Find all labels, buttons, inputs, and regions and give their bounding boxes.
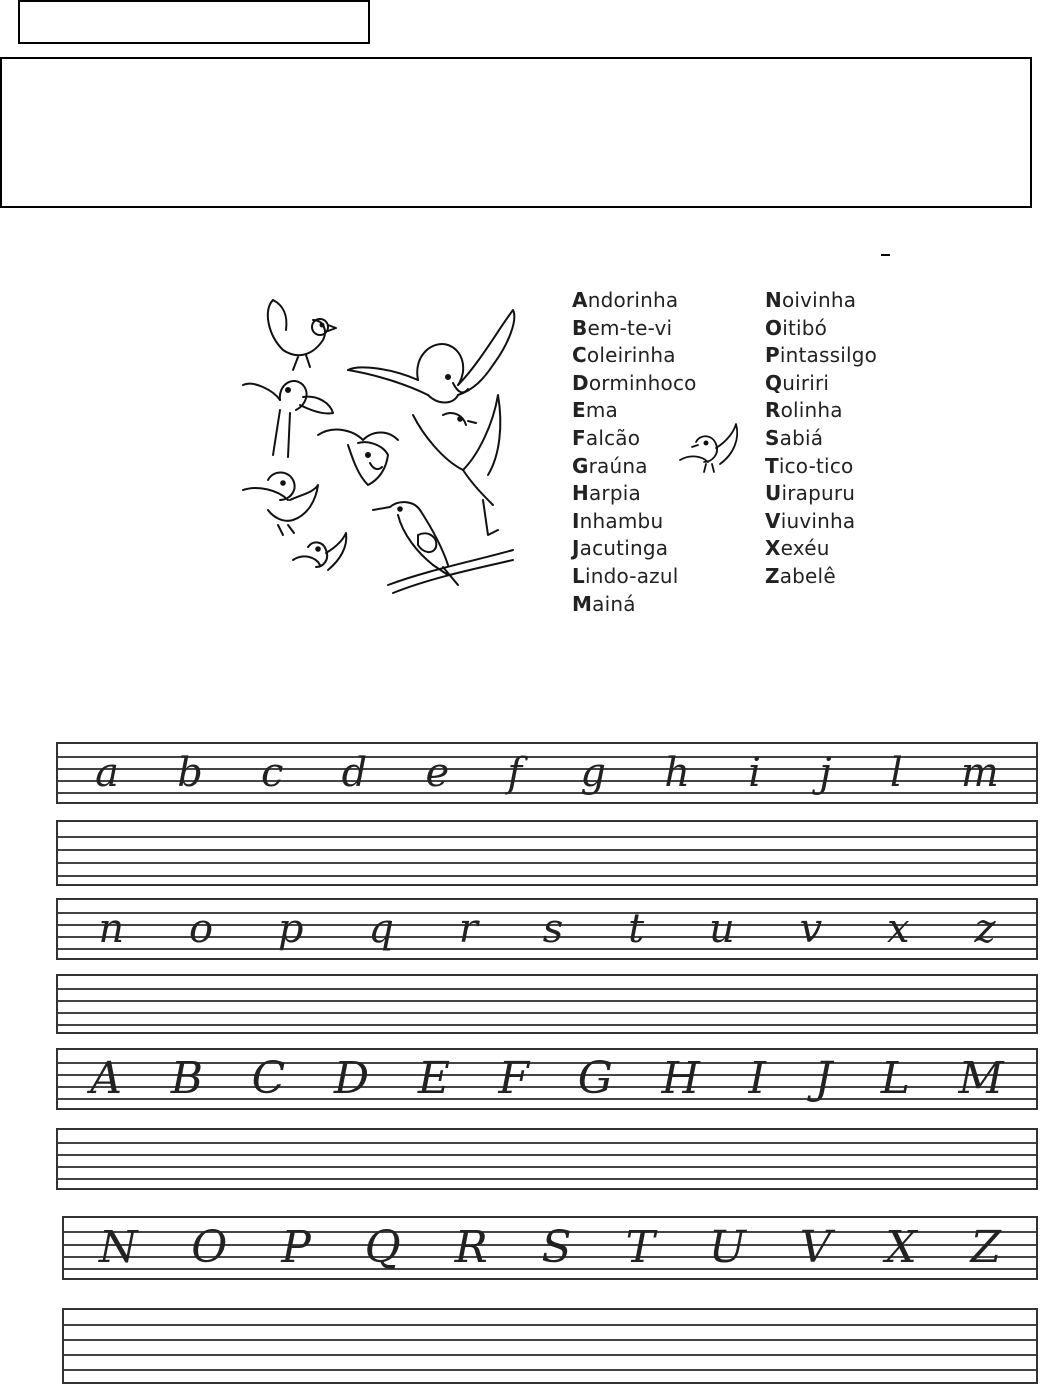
letter: q [368,906,394,952]
letter: e [425,750,450,796]
letter: V [799,1222,832,1273]
small-bird-icon [676,420,742,476]
bird-name: Dorminhoco [572,370,697,395]
bird-name: Viuvinha [765,508,856,533]
bird-3 [243,381,333,457]
practice-band-2[interactable] [56,974,1038,1034]
letter: a [95,750,119,796]
letter: c [261,750,284,796]
letter: F [498,1053,530,1104]
letter: G [577,1053,613,1104]
bird-name: Ema [572,398,619,423]
bird-name: Mainá [572,591,636,616]
dash-mark [881,254,890,256]
letter: E [417,1053,450,1104]
letter: O [191,1222,228,1273]
bird-name: Jacutinga [572,536,669,561]
bird-name: Bem-te-vi [572,315,673,340]
bird-name: Graúna [572,453,648,478]
letter: m [960,750,999,796]
practice-band-1[interactable] [56,820,1038,886]
letter: X [885,1222,917,1273]
name-field-box[interactable] [18,0,370,44]
alphabet-lower-row-1 [58,744,1036,802]
bird-name: Zabelê [765,563,836,588]
bird-name: Uirapuru [765,481,856,506]
bird-name: Harpia [572,481,641,506]
bird-name: Rolinha [765,398,843,423]
handwriting-band-lower-1 [56,742,1038,804]
letter: Z [970,1222,1002,1273]
letter: J [814,1053,833,1104]
letter: o [189,906,214,952]
bird-name: Andorinha [572,288,679,312]
letter: U [708,1222,746,1273]
alphabet-lower-row-2 [58,900,1036,958]
letter: I [748,1053,766,1104]
letter: n [98,906,125,952]
letter: H [661,1053,700,1104]
bird-1 [268,300,336,370]
bird-6 [243,473,318,536]
bird-name: Xexéu [765,536,830,561]
birds-flock-icon [238,285,528,600]
letter: u [709,906,735,952]
letter: j [819,750,832,796]
letter: R [454,1222,488,1273]
bird-name: Tico-tico [765,453,854,478]
bird-name: Oitibó [765,315,828,340]
header-box [0,57,1032,208]
bird-name: Lindo-azul [572,563,679,588]
letter: f [507,750,523,796]
letter: z [974,906,996,952]
letter: s [542,906,564,952]
letter: v [799,906,823,952]
bird-name: Sabiá [765,425,824,450]
letter: C [251,1053,286,1104]
letter: b [177,750,203,796]
letter: B [170,1053,204,1104]
bird-2 [348,310,514,403]
letter: x [887,906,910,952]
handwriting-band-lower-2 [56,898,1038,960]
bird-name: Noivinha [765,288,857,312]
alphabet-upper-row-1 [58,1050,1036,1108]
letter: l [889,750,903,796]
bird-name: Inhambu [572,508,664,533]
bird-4 [318,430,398,485]
letter: i [748,750,761,796]
letter: r [458,906,478,952]
bird-name: Pintassilgo [765,343,878,368]
letter: p [277,906,304,952]
bird-name: Falcão [572,425,641,450]
letter: t [628,906,645,952]
bird-names-right-column [765,287,877,591]
letter: D [333,1053,370,1104]
handwriting-band-upper-1 [56,1048,1038,1110]
alphabet-upper-row-2 [64,1218,1036,1278]
letter: A [90,1053,123,1104]
handwriting-band-upper-2 [62,1216,1038,1280]
letter: P [281,1222,311,1273]
letter: g [580,750,606,796]
bird-5 [413,395,500,535]
letter: T [625,1222,655,1273]
bird-name: Quiriri [765,370,830,395]
bird-name: Coleirinha [572,343,676,368]
letter: Q [364,1222,401,1273]
practice-band-4[interactable] [62,1308,1038,1384]
letter: M [958,1053,1004,1104]
letter: L [880,1053,910,1104]
letter: S [541,1222,572,1273]
letter: N [98,1222,138,1273]
bird-8 [373,502,513,593]
practice-band-3[interactable] [56,1128,1038,1190]
letter: d [341,750,368,796]
bird-7 [293,533,346,570]
letter: h [664,750,690,796]
